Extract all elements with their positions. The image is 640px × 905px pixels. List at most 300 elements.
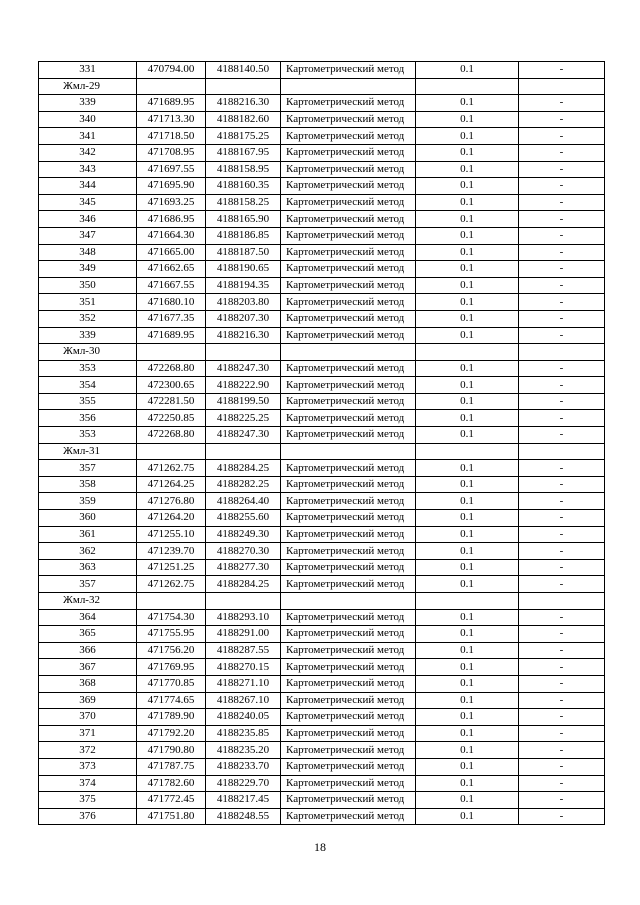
method-cell: Картометрический метод	[281, 62, 416, 79]
group-label-cell: Жмл-30	[39, 344, 137, 361]
point-number-cell: 341	[39, 128, 137, 145]
accuracy-cell: 0.1	[416, 476, 519, 493]
point-number-cell: 373	[39, 758, 137, 775]
note-cell: -	[519, 178, 605, 195]
y-coordinate-cell: 4188235.20	[206, 742, 281, 759]
note-cell: -	[519, 543, 605, 560]
accuracy-cell: 0.1	[416, 327, 519, 344]
note-cell: -	[519, 659, 605, 676]
table-row	[39, 144, 605, 161]
empty-cell	[519, 443, 605, 460]
x-coordinate-cell: 471686.95	[137, 211, 206, 228]
method-cell: Картометрический метод	[281, 476, 416, 493]
table-row	[39, 227, 605, 244]
note-cell: -	[519, 393, 605, 410]
point-number-cell: 372	[39, 742, 137, 759]
empty-cell	[416, 593, 519, 610]
y-coordinate-cell: 4188267.10	[206, 692, 281, 709]
x-coordinate-cell: 471697.55	[137, 161, 206, 178]
y-coordinate-cell: 4188240.05	[206, 709, 281, 726]
y-coordinate-cell: 4188264.40	[206, 493, 281, 510]
accuracy-cell: 0.1	[416, 178, 519, 195]
empty-cell	[281, 344, 416, 361]
note-cell: -	[519, 526, 605, 543]
point-number-cell: 368	[39, 675, 137, 692]
table-row	[39, 460, 605, 477]
accuracy-cell: 0.1	[416, 808, 519, 825]
empty-cell	[416, 344, 519, 361]
method-cell: Картометрический метод	[281, 95, 416, 112]
point-number-cell: 342	[39, 144, 137, 161]
note-cell: -	[519, 128, 605, 145]
method-cell: Картометрический метод	[281, 792, 416, 809]
table-row	[39, 493, 605, 510]
y-coordinate-cell: 4188216.30	[206, 327, 281, 344]
y-coordinate-cell: 4188187.50	[206, 244, 281, 261]
empty-cell	[137, 344, 206, 361]
y-coordinate-cell: 4188217.45	[206, 792, 281, 809]
y-coordinate-cell: 4188140.50	[206, 62, 281, 79]
y-coordinate-cell: 4188216.30	[206, 95, 281, 112]
method-cell: Картометрический метод	[281, 227, 416, 244]
note-cell: -	[519, 244, 605, 261]
point-number-cell: 353	[39, 427, 137, 444]
note-cell: -	[519, 808, 605, 825]
note-cell: -	[519, 626, 605, 643]
y-coordinate-cell: 4188247.30	[206, 360, 281, 377]
note-cell: -	[519, 792, 605, 809]
x-coordinate-cell: 471262.75	[137, 460, 206, 477]
method-cell: Картометрический метод	[281, 576, 416, 593]
method-cell: Картометрический метод	[281, 261, 416, 278]
accuracy-cell: 0.1	[416, 559, 519, 576]
y-coordinate-cell: 4188167.95	[206, 144, 281, 161]
table-body	[39, 62, 605, 825]
x-coordinate-cell: 471262.75	[137, 576, 206, 593]
method-cell: Картометрический метод	[281, 460, 416, 477]
note-cell: -	[519, 211, 605, 228]
point-number-cell: 366	[39, 642, 137, 659]
accuracy-cell: 0.1	[416, 360, 519, 377]
accuracy-cell: 0.1	[416, 377, 519, 394]
y-coordinate-cell: 4188158.25	[206, 194, 281, 211]
x-coordinate-cell: 471693.25	[137, 194, 206, 211]
group-label-cell: Жмл-32	[39, 593, 137, 610]
x-coordinate-cell: 471755.95	[137, 626, 206, 643]
accuracy-cell: 0.1	[416, 161, 519, 178]
y-coordinate-cell: 4188270.15	[206, 659, 281, 676]
point-number-cell: 376	[39, 808, 137, 825]
table-row	[39, 510, 605, 527]
point-number-cell: 348	[39, 244, 137, 261]
method-cell: Картометрический метод	[281, 144, 416, 161]
table-row	[39, 559, 605, 576]
y-coordinate-cell: 4188291.00	[206, 626, 281, 643]
x-coordinate-cell: 471718.50	[137, 128, 206, 145]
y-coordinate-cell: 4188222.90	[206, 377, 281, 394]
y-coordinate-cell: 4188158.95	[206, 161, 281, 178]
method-cell: Картометрический метод	[281, 642, 416, 659]
table-row	[39, 128, 605, 145]
y-coordinate-cell: 4188203.80	[206, 294, 281, 311]
note-cell: -	[519, 609, 605, 626]
method-cell: Картометрический метод	[281, 211, 416, 228]
note-cell: -	[519, 493, 605, 510]
note-cell: -	[519, 294, 605, 311]
accuracy-cell: 0.1	[416, 675, 519, 692]
empty-cell	[137, 443, 206, 460]
table-row	[39, 393, 605, 410]
note-cell: -	[519, 360, 605, 377]
x-coordinate-cell: 472281.50	[137, 393, 206, 410]
x-coordinate-cell: 471264.20	[137, 510, 206, 527]
table-row	[39, 476, 605, 493]
x-coordinate-cell: 471689.95	[137, 327, 206, 344]
accuracy-cell: 0.1	[416, 526, 519, 543]
y-coordinate-cell: 4188194.35	[206, 277, 281, 294]
accuracy-cell: 0.1	[416, 510, 519, 527]
note-cell: -	[519, 161, 605, 178]
point-number-cell: 375	[39, 792, 137, 809]
y-coordinate-cell: 4188271.10	[206, 675, 281, 692]
table-row	[39, 261, 605, 278]
method-cell: Картометрический метод	[281, 410, 416, 427]
method-cell: Картометрический метод	[281, 244, 416, 261]
note-cell: -	[519, 227, 605, 244]
method-cell: Картометрический метод	[281, 178, 416, 195]
y-coordinate-cell: 4188247.30	[206, 427, 281, 444]
empty-cell	[281, 593, 416, 610]
accuracy-cell: 0.1	[416, 227, 519, 244]
table-row	[39, 675, 605, 692]
x-coordinate-cell: 471770.85	[137, 675, 206, 692]
method-cell: Картометрический метод	[281, 543, 416, 560]
accuracy-cell: 0.1	[416, 642, 519, 659]
point-number-cell: 344	[39, 178, 137, 195]
accuracy-cell: 0.1	[416, 709, 519, 726]
note-cell: -	[519, 775, 605, 792]
point-number-cell: 363	[39, 559, 137, 576]
method-cell: Картометрический метод	[281, 393, 416, 410]
point-number-cell: 364	[39, 609, 137, 626]
table-row	[39, 244, 605, 261]
accuracy-cell: 0.1	[416, 194, 519, 211]
empty-cell	[206, 443, 281, 460]
group-label-cell: Жмл-31	[39, 443, 137, 460]
note-cell: -	[519, 194, 605, 211]
method-cell: Картометрический метод	[281, 675, 416, 692]
point-number-cell: 369	[39, 692, 137, 709]
note-cell: -	[519, 310, 605, 327]
table-row	[39, 609, 605, 626]
table-row	[39, 692, 605, 709]
method-cell: Картометрический метод	[281, 194, 416, 211]
accuracy-cell: 0.1	[416, 460, 519, 477]
x-coordinate-cell: 471790.80	[137, 742, 206, 759]
y-coordinate-cell: 4188284.25	[206, 576, 281, 593]
x-coordinate-cell: 471667.55	[137, 277, 206, 294]
accuracy-cell: 0.1	[416, 62, 519, 79]
table-row	[39, 543, 605, 560]
y-coordinate-cell: 4188207.30	[206, 310, 281, 327]
accuracy-cell: 0.1	[416, 493, 519, 510]
table-row	[39, 161, 605, 178]
method-cell: Картометрический метод	[281, 427, 416, 444]
accuracy-cell: 0.1	[416, 410, 519, 427]
method-cell: Картометрический метод	[281, 775, 416, 792]
y-coordinate-cell: 4188229.70	[206, 775, 281, 792]
point-number-cell: 351	[39, 294, 137, 311]
x-coordinate-cell: 471751.80	[137, 808, 206, 825]
x-coordinate-cell: 471695.90	[137, 178, 206, 195]
y-coordinate-cell: 4188233.70	[206, 758, 281, 775]
note-cell: -	[519, 261, 605, 278]
table-row	[39, 410, 605, 427]
y-coordinate-cell: 4188270.30	[206, 543, 281, 560]
x-coordinate-cell: 471239.70	[137, 543, 206, 560]
coordinates-table	[38, 61, 605, 825]
table-row	[39, 808, 605, 825]
note-cell: -	[519, 742, 605, 759]
x-coordinate-cell: 471713.30	[137, 111, 206, 128]
accuracy-cell: 0.1	[416, 261, 519, 278]
table-row	[39, 95, 605, 112]
method-cell: Картометрический метод	[281, 161, 416, 178]
note-cell: -	[519, 709, 605, 726]
y-coordinate-cell: 4188293.10	[206, 609, 281, 626]
accuracy-cell: 0.1	[416, 609, 519, 626]
point-number-cell: 358	[39, 476, 137, 493]
y-coordinate-cell: 4188282.25	[206, 476, 281, 493]
method-cell: Картометрический метод	[281, 327, 416, 344]
note-cell: -	[519, 675, 605, 692]
note-cell: -	[519, 144, 605, 161]
empty-cell	[519, 78, 605, 95]
method-cell: Картометрический метод	[281, 692, 416, 709]
method-cell: Картометрический метод	[281, 709, 416, 726]
point-number-cell: 374	[39, 775, 137, 792]
method-cell: Картометрический метод	[281, 609, 416, 626]
y-coordinate-cell: 4188160.35	[206, 178, 281, 195]
note-cell: -	[519, 476, 605, 493]
accuracy-cell: 0.1	[416, 758, 519, 775]
table-row	[39, 294, 605, 311]
table-row	[39, 792, 605, 809]
accuracy-cell: 0.1	[416, 742, 519, 759]
point-number-cell: 346	[39, 211, 137, 228]
table-row	[39, 211, 605, 228]
y-coordinate-cell: 4188186.85	[206, 227, 281, 244]
empty-cell	[519, 593, 605, 610]
accuracy-cell: 0.1	[416, 277, 519, 294]
point-number-cell: 361	[39, 526, 137, 543]
group-label-cell: Жмл-29	[39, 78, 137, 95]
accuracy-cell: 0.1	[416, 144, 519, 161]
table-row	[39, 642, 605, 659]
table-row	[39, 775, 605, 792]
note-cell: -	[519, 758, 605, 775]
point-number-cell: 347	[39, 227, 137, 244]
x-coordinate-cell: 471754.30	[137, 609, 206, 626]
accuracy-cell: 0.1	[416, 792, 519, 809]
accuracy-cell: 0.1	[416, 294, 519, 311]
y-coordinate-cell: 4188277.30	[206, 559, 281, 576]
table-row	[39, 178, 605, 195]
note-cell: -	[519, 95, 605, 112]
x-coordinate-cell: 471782.60	[137, 775, 206, 792]
empty-cell	[206, 593, 281, 610]
x-coordinate-cell: 471255.10	[137, 526, 206, 543]
method-cell: Картометрический метод	[281, 742, 416, 759]
y-coordinate-cell: 4188255.60	[206, 510, 281, 527]
point-number-cell: 339	[39, 327, 137, 344]
method-cell: Картометрический метод	[281, 493, 416, 510]
x-coordinate-cell: 471708.95	[137, 144, 206, 161]
point-number-cell: 343	[39, 161, 137, 178]
accuracy-cell: 0.1	[416, 725, 519, 742]
point-number-cell: 359	[39, 493, 137, 510]
accuracy-cell: 0.1	[416, 659, 519, 676]
method-cell: Картометрический метод	[281, 808, 416, 825]
table-row	[39, 377, 605, 394]
empty-cell	[137, 593, 206, 610]
note-cell: -	[519, 410, 605, 427]
table-row	[39, 758, 605, 775]
note-cell: -	[519, 62, 605, 79]
x-coordinate-cell: 470794.00	[137, 62, 206, 79]
empty-cell	[416, 443, 519, 460]
x-coordinate-cell: 471789.90	[137, 709, 206, 726]
x-coordinate-cell: 471787.75	[137, 758, 206, 775]
method-cell: Картометрический метод	[281, 559, 416, 576]
point-number-cell: 360	[39, 510, 137, 527]
method-cell: Картометрический метод	[281, 626, 416, 643]
point-number-cell: 340	[39, 111, 137, 128]
empty-cell	[206, 344, 281, 361]
y-coordinate-cell: 4188248.55	[206, 808, 281, 825]
point-number-cell: 349	[39, 261, 137, 278]
y-coordinate-cell: 4188249.30	[206, 526, 281, 543]
table-row	[39, 194, 605, 211]
empty-cell	[206, 78, 281, 95]
empty-cell	[281, 443, 416, 460]
y-coordinate-cell: 4188235.85	[206, 725, 281, 742]
table-row	[39, 526, 605, 543]
table-row	[39, 111, 605, 128]
point-number-cell: 357	[39, 460, 137, 477]
point-number-cell: 350	[39, 277, 137, 294]
method-cell: Картометрический метод	[281, 294, 416, 311]
note-cell: -	[519, 642, 605, 659]
empty-cell	[281, 78, 416, 95]
y-coordinate-cell: 4188182.60	[206, 111, 281, 128]
page-number: 18	[314, 840, 326, 854]
x-coordinate-cell: 471756.20	[137, 642, 206, 659]
accuracy-cell: 0.1	[416, 128, 519, 145]
accuracy-cell: 0.1	[416, 626, 519, 643]
accuracy-cell: 0.1	[416, 244, 519, 261]
note-cell: -	[519, 327, 605, 344]
x-coordinate-cell: 471251.25	[137, 559, 206, 576]
accuracy-cell: 0.1	[416, 427, 519, 444]
x-coordinate-cell: 472268.80	[137, 360, 206, 377]
note-cell: -	[519, 559, 605, 576]
y-coordinate-cell: 4188165.90	[206, 211, 281, 228]
accuracy-cell: 0.1	[416, 775, 519, 792]
point-number-cell: 362	[39, 543, 137, 560]
x-coordinate-cell: 472300.65	[137, 377, 206, 394]
method-cell: Картометрический метод	[281, 725, 416, 742]
note-cell: -	[519, 692, 605, 709]
group-header-row	[39, 344, 605, 361]
empty-cell	[416, 78, 519, 95]
table-row	[39, 725, 605, 742]
table-row	[39, 742, 605, 759]
note-cell: -	[519, 510, 605, 527]
note-cell: -	[519, 111, 605, 128]
x-coordinate-cell: 471769.95	[137, 659, 206, 676]
group-header-row	[39, 78, 605, 95]
x-coordinate-cell: 471264.25	[137, 476, 206, 493]
note-cell: -	[519, 427, 605, 444]
point-number-cell: 370	[39, 709, 137, 726]
table-row	[39, 277, 605, 294]
accuracy-cell: 0.1	[416, 111, 519, 128]
point-number-cell: 365	[39, 626, 137, 643]
accuracy-cell: 0.1	[416, 310, 519, 327]
note-cell: -	[519, 377, 605, 394]
method-cell: Картометрический метод	[281, 360, 416, 377]
y-coordinate-cell: 4188190.65	[206, 261, 281, 278]
method-cell: Картометрический метод	[281, 111, 416, 128]
note-cell: -	[519, 725, 605, 742]
y-coordinate-cell: 4188287.55	[206, 642, 281, 659]
note-cell: -	[519, 277, 605, 294]
group-header-row	[39, 443, 605, 460]
x-coordinate-cell: 471772.45	[137, 792, 206, 809]
table-row	[39, 360, 605, 377]
accuracy-cell: 0.1	[416, 576, 519, 593]
group-header-row	[39, 593, 605, 610]
point-number-cell: 371	[39, 725, 137, 742]
method-cell: Картометрический метод	[281, 510, 416, 527]
x-coordinate-cell: 471662.65	[137, 261, 206, 278]
x-coordinate-cell: 471677.35	[137, 310, 206, 327]
method-cell: Картометрический метод	[281, 128, 416, 145]
method-cell: Картометрический метод	[281, 659, 416, 676]
x-coordinate-cell: 471665.00	[137, 244, 206, 261]
y-coordinate-cell: 4188284.25	[206, 460, 281, 477]
x-coordinate-cell: 471689.95	[137, 95, 206, 112]
y-coordinate-cell: 4188175.25	[206, 128, 281, 145]
point-number-cell: 339	[39, 95, 137, 112]
method-cell: Картометрический метод	[281, 758, 416, 775]
table-row	[39, 62, 605, 79]
point-number-cell: 355	[39, 393, 137, 410]
accuracy-cell: 0.1	[416, 211, 519, 228]
point-number-cell: 353	[39, 360, 137, 377]
x-coordinate-cell: 471276.80	[137, 493, 206, 510]
table-row	[39, 427, 605, 444]
x-coordinate-cell: 472250.85	[137, 410, 206, 427]
accuracy-cell: 0.1	[416, 393, 519, 410]
table-row	[39, 626, 605, 643]
table-row	[39, 327, 605, 344]
table-row	[39, 576, 605, 593]
point-number-cell: 356	[39, 410, 137, 427]
note-cell: -	[519, 576, 605, 593]
accuracy-cell: 0.1	[416, 692, 519, 709]
